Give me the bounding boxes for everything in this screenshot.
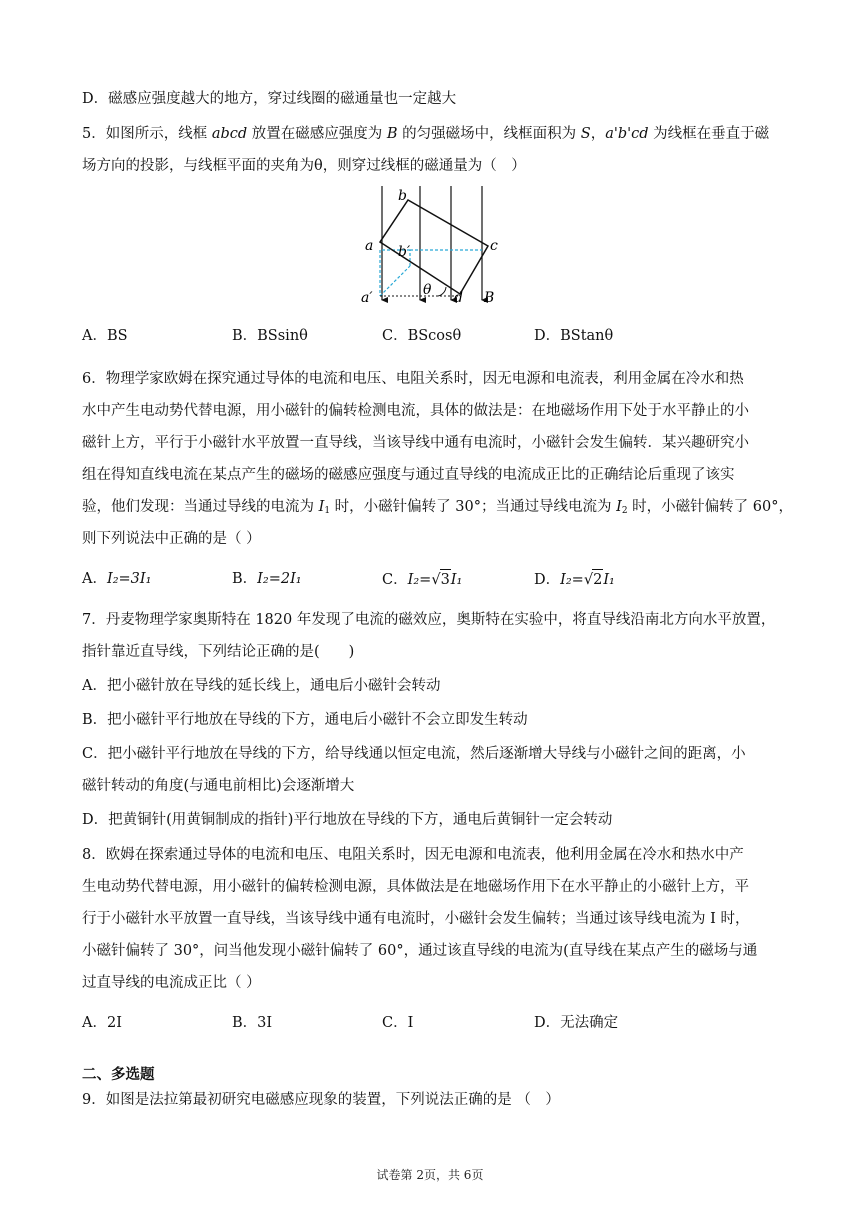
- q8-stem-line4: 小磁针偏转了 30°，问当他发现小磁针偏转了 60°，通过该直导线的电流为(直导线在某点产生的磁场与通: [82, 943, 758, 959]
- q4-option-d: D．磁感应强度越大的地方，穿过线圈的磁通量也一定越大: [82, 91, 457, 107]
- fig-label-b-prime: b′: [398, 244, 411, 260]
- page-footer: 试卷第 2页，共 6页: [376, 1168, 484, 1182]
- q6-option-b: B．I₂=2I₁: [232, 571, 302, 587]
- section-title: 二、多选题: [82, 1066, 155, 1083]
- q6-stem-line5: 验，他们发现：当通过导线的电流为 $I_1$ 时，小磁针偏转了 30°；当通过导线电流为 $I_2$ 时，小磁针偏转了 60°，: [82, 499, 793, 516]
- sqrt-symbol: √2: [584, 569, 603, 590]
- q7-option-b: B．把小磁针平行地放在导线的下方，通电后小磁针不会立即发生转动: [82, 712, 528, 728]
- q5-figure: [358, 186, 508, 314]
- q5-stem-line1: 5．如图所示，线框 abcd 放置在磁感应强度为 B 的匀强磁场中，线框面积为 S，a'b'cd 为线框在垂直于磁: [82, 126, 770, 142]
- q8-option-b: B．3I: [232, 1015, 273, 1031]
- q8-stem-line5: 过直导线的电流成正比（ ）: [82, 975, 261, 991]
- fig-label-d: d: [454, 290, 463, 306]
- q6-stem-line2: 水中产生电动势代替电源，用小磁针的偏转检测电流，具体的做法是：在地磁场作用下处于水平静止的小: [82, 403, 749, 419]
- fig-label-c: c: [490, 238, 498, 254]
- fig-label-a: a: [365, 238, 374, 254]
- q7-option-c-line2: 磁针转动的角度(与通电前相比)会逐渐增大: [82, 778, 355, 794]
- q8-option-a: A．2I: [82, 1015, 122, 1031]
- q8-option-d: D．无法确定: [534, 1015, 619, 1031]
- q9-stem-line1: 9．如图是法拉第最初研究电磁感应现象的装置，下列说法正确的是 （ ）: [82, 1092, 560, 1108]
- q6-option-c: C．I₂=√3I₁: [382, 569, 462, 590]
- q6-options: [82, 569, 782, 589]
- q8-options: [82, 1013, 782, 1033]
- q6-stem-line3: 磁针上方，平行于小磁针水平放置一直导线，当该导线中通有电流时，小磁针会发生偏转．某兴趣研究小: [82, 435, 749, 451]
- q7-option-d: D．把黄铜针(用黄铜制成的指针)平行地放在导线的下方，通电后黄铜针一定会转动: [82, 812, 613, 828]
- fig-label-b: b: [398, 188, 407, 204]
- q5-option-b: B．BSsinθ: [232, 328, 308, 344]
- q6-option-a: A．I₂=3I₁: [82, 571, 152, 587]
- sqrt-symbol: √3: [431, 569, 450, 590]
- q5-options: [82, 326, 782, 346]
- q7-stem-line1: 7．丹麦物理学家奥斯特在 1820 年发现了电流的磁效应，奥斯特在实验中，将直导线沿南北方向水平放置，: [82, 612, 776, 628]
- q7-stem-line2: 指针靠近直导线，下列结论正确的是( ): [82, 644, 355, 660]
- q6-stem-line4: 组在得知直线电流在某点产生的磁场的磁感应强度与通过直导线的电流成正比的正确结论后重现了该实: [82, 467, 735, 483]
- fig-label-a-prime: a′: [361, 290, 373, 306]
- q7-option-a: A．把小磁针放在导线的延长线上，通电后小磁针会转动: [82, 678, 441, 694]
- q8-stem-line3: 行于小磁针水平放置一直导线，当该导线中通有电流时，小磁针会发生偏转；当通过该导线电流为 I 时，: [82, 911, 750, 927]
- q5-option-a: A．BS: [82, 328, 128, 344]
- q8-option-c: C．I: [382, 1015, 414, 1031]
- q6-stem-line6: 则下列说法中正确的是（ ）: [82, 531, 261, 547]
- q8-stem-line2: 生电动势代替电源，用小磁针的偏转检测电源，具体做法是在地磁场作用下在水平静止的小磁针上方，平: [82, 879, 749, 895]
- q8-stem-line1: 8．欧姆在探索通过导体的电流和电压、电阻关系时，因无电源和电流表，他利用金属在冷水和热水中产: [82, 847, 744, 863]
- q5-stem-line2: 场方向的投影，与线框平面的夹角为θ，则穿过线框的磁通量为（ ）: [82, 158, 526, 174]
- fig-label-B: B: [484, 290, 495, 306]
- q6-option-d: D．I₂=√2I₁: [534, 569, 615, 590]
- q5-option-d: D．BStanθ: [534, 328, 614, 344]
- q7-option-c-line1: C．把小磁针平行地放在导线的下方，给导线通以恒定电流，然后逐渐增大导线与小磁针之间的距离，小: [82, 746, 746, 762]
- q6-stem-line1: 6．物理学家欧姆在探究通过导体的电流和电压、电阻关系时，因无电源和电流表，利用金属在冷水和热: [82, 371, 744, 387]
- fig-label-theta: θ: [423, 282, 432, 298]
- q5-option-c: C．BScosθ: [382, 328, 462, 344]
